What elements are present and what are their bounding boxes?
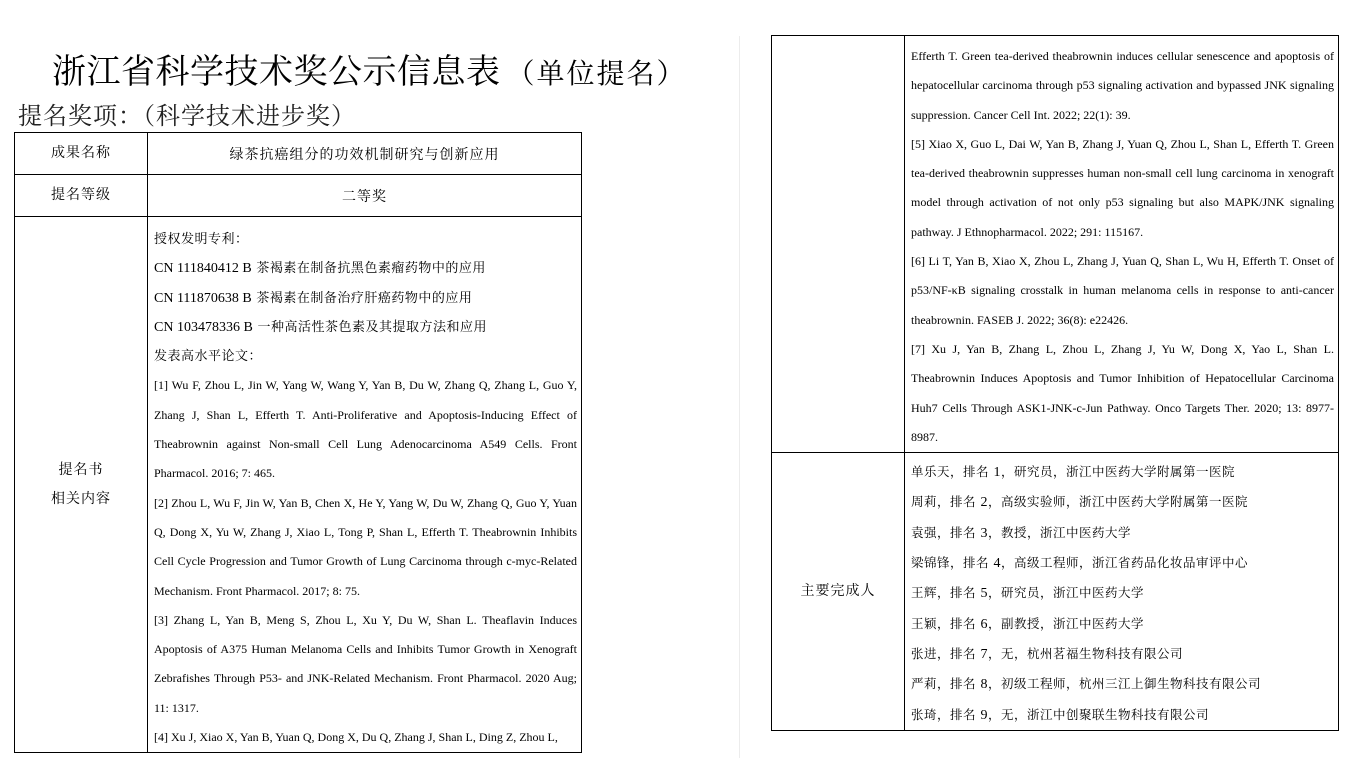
completer-rank: 8 <box>980 677 988 693</box>
completer-item <box>911 487 1334 517</box>
completer-item <box>911 457 1334 487</box>
paper-reference: [4] Xu J, Xiao X, Yan B, Yuan Q, Dong X, Du Q, Zhang J, Shan L, Ding Z, Zhou L, <box>154 730 558 745</box>
content-label <box>15 217 148 753</box>
info-table-right <box>771 35 1339 731</box>
patent-title: 茶褐素在制备抗黑色素瘤药物中的应用 <box>256 261 486 277</box>
completer-name: 严莉 <box>911 676 938 692</box>
grade-label: 提名等级 <box>15 175 148 217</box>
title-text: 浙江省科学技术奖公示信息表 <box>52 52 501 92</box>
row-grade <box>15 175 582 217</box>
completers-cell <box>905 453 1339 731</box>
completer-detail: ，无，浙江中创聚联生物科技有限公司 <box>988 706 1210 722</box>
patent-number: CN 111870638 B <box>154 290 252 306</box>
content-cell-continued <box>905 36 1339 453</box>
patent-title: 一种高活性茶色素及其提取方法和应用 <box>257 319 487 335</box>
completer-item <box>911 578 1334 608</box>
completer-rank: 4 <box>993 556 1001 572</box>
completer-item <box>911 669 1334 699</box>
patent-item <box>154 313 577 342</box>
completer-name: 梁锦锋 <box>911 555 951 571</box>
info-table-left <box>14 132 582 753</box>
rank-prefix: ，排名 <box>937 706 981 722</box>
rank-prefix: ，排名 <box>937 524 981 540</box>
completer-name: 张进 <box>911 645 938 661</box>
rank-prefix: ，排名 <box>937 645 981 661</box>
completer-detail: ，研究员，浙江中医药大学附属第一医院 <box>1001 464 1236 480</box>
completer-detail: ，高级工程师，浙江省药品化妆品审评中心 <box>1001 555 1249 571</box>
grade-value: 二等奖 <box>148 175 582 217</box>
content-label-line-1: 提名书 <box>58 461 104 478</box>
completer-detail: ，副教授，浙江中医药大学 <box>988 615 1145 631</box>
completer-name: 张琦 <box>911 706 938 722</box>
completer-item <box>911 609 1334 639</box>
completers-label: 主要完成人 <box>772 453 905 731</box>
patent-number: CN 111840412 B <box>154 261 252 277</box>
content-label-line-2: 相关内容 <box>51 490 111 507</box>
completer-name: 袁强 <box>911 524 938 540</box>
patents-heading: 授权发明专利： <box>154 232 249 247</box>
completer-item <box>911 700 1334 730</box>
completer-rank: 1 <box>993 465 1001 481</box>
completer-detail: ，无，杭州茗福生物科技有限公司 <box>988 645 1184 661</box>
rank-prefix: ，排名 <box>937 494 981 510</box>
row-completers <box>772 453 1339 731</box>
completer-rank: 6 <box>980 616 988 632</box>
completer-rank: 2 <box>980 495 988 511</box>
paper-reference: [2] Zhou L, Wu F, Jin W, Yan B, Chen X, He Y, Yang W, Du W, Zhang Q, Guo Y, Yuan Q, Dong X, Yu W, Zhang J, Xiao L, Tong P, Shan L, Efferth T. Theabrownin Inhibits Cell Cycle Progression and Tumor Growth of Lung Carcinoma through c-myc-Related Mechanism. Front Pharmacol. 2017; 8: 75. <box>154 495 577 598</box>
paper-reference: Efferth T. Green tea-derived theabrownin induces cellular senescence and apoptosis of hepatocellular carcinoma through p53 signaling activation and bypassed JNK signaling suppression. Cancer Cell Int. 2022; 22(1): 39. <box>911 49 1334 122</box>
completer-detail: ，研究员，浙江中医药大学 <box>988 585 1145 601</box>
content-label-continued <box>772 36 905 453</box>
completer-rank: 5 <box>980 586 988 602</box>
row-content <box>15 217 582 753</box>
completer-rank: 3 <box>980 525 988 541</box>
document-title <box>52 44 687 92</box>
paper-reference: [7] Xu J, Yan B, Zhang L, Zhou L, Zhang J, Yu W, Dong X, Yao L, Shan L. Theabrownin Induces Apoptosis and Tumor Inhibition of Hepatocellular Carcinoma Huh7 Cells Through ASK1-JNK-c-Jun Pathway. Onco Targets Ther. 2020; 13: 8977-8987. <box>911 341 1334 444</box>
award-category: 提名奖项：（科学技术进步奖） <box>18 102 356 130</box>
completer-detail: ，教授，浙江中医药大学 <box>988 524 1132 540</box>
project-name-value: 绿茶抗癌组分的功效机制研究与创新应用 <box>148 133 582 175</box>
completer-name: 王辉 <box>911 585 938 601</box>
paper-reference: [6] Li T, Yan B, Xiao X, Zhou L, Zhang J, Yuan Q, Shan L, Wu H, Efferth T. Onset of p53/NF-κB signaling crosstalk in human melanoma cells in response to anti-cancer theabrownin. FASEB J. 2022; 36(8): e22426. <box>911 254 1334 327</box>
patent-title: 茶褐素在制备治疗肝癌药物中的应用 <box>256 290 473 306</box>
completer-item <box>911 639 1334 669</box>
paper-reference: [1] Wu F, Zhou L, Jin W, Yang W, Wang Y, Yan B, Du W, Zhang Q, Zhang L, Guo Y, Zhang J, Shan L, Efferth T. Anti-Proliferative and Apoptosis-Inducing Effect of Theabrownin against Non-small Cell Lung Adenocarcinoma A549 Cells. Front Pharmacol. 2016; 7: 465. <box>154 378 577 481</box>
papers-heading: 发表高水平论文： <box>154 349 263 365</box>
patent-item <box>154 284 577 313</box>
rank-prefix: ，排名 <box>937 615 981 631</box>
completer-name: 王颖 <box>911 615 938 631</box>
completer-item <box>911 518 1334 548</box>
title-subtitle: （单位提名） <box>506 57 687 90</box>
rank-prefix: ，排名 <box>950 464 994 480</box>
content-cell <box>148 217 582 753</box>
paper-reference: [5] Xiao X, Guo L, Dai W, Yan B, Zhang J, Yuan Q, Zhou L, Shan L, Efferth T. Green tea-derived theabrownin suppresses human non-small cell lung carcinoma in xenograft model through activation of not only p53 signaling but also MAPK/JNK signaling pathway. J Ethnopharmacol. 2022; 291: 115167. <box>911 136 1334 239</box>
project-name-label: 成果名称 <box>15 133 148 175</box>
rank-prefix: ，排名 <box>950 555 994 571</box>
completer-rank: 9 <box>980 707 988 723</box>
paper-reference: [3] Zhang L, Yan B, Meng S, Zhou L, Xu Y, Du W, Shan L. Theaflavin Induces Apoptosis of A375 Human Melanoma Cells and Inhibits Tumor Growth in Xenograft Zebrafishes Through P53- and JNK-Related Mechanism. Front Pharmacol. 2020 Aug; 11: 1317. <box>154 612 577 715</box>
row-content-continued <box>772 36 1339 453</box>
row-project-name <box>15 133 582 175</box>
completer-name: 单乐天 <box>911 464 951 480</box>
completer-name: 周莉 <box>911 494 938 510</box>
rank-prefix: ，排名 <box>937 676 981 692</box>
completer-rank: 7 <box>980 646 988 662</box>
completer-detail: ，高级实验师，浙江中医药大学附属第一医院 <box>988 494 1249 510</box>
page-divider <box>739 36 740 758</box>
patent-item <box>154 254 577 283</box>
completer-detail: ，初级工程师，杭州三江上御生物科技有限公司 <box>988 676 1262 692</box>
patent-number: CN 103478336 B <box>154 319 253 335</box>
rank-prefix: ，排名 <box>937 585 981 601</box>
completer-item <box>911 548 1334 578</box>
